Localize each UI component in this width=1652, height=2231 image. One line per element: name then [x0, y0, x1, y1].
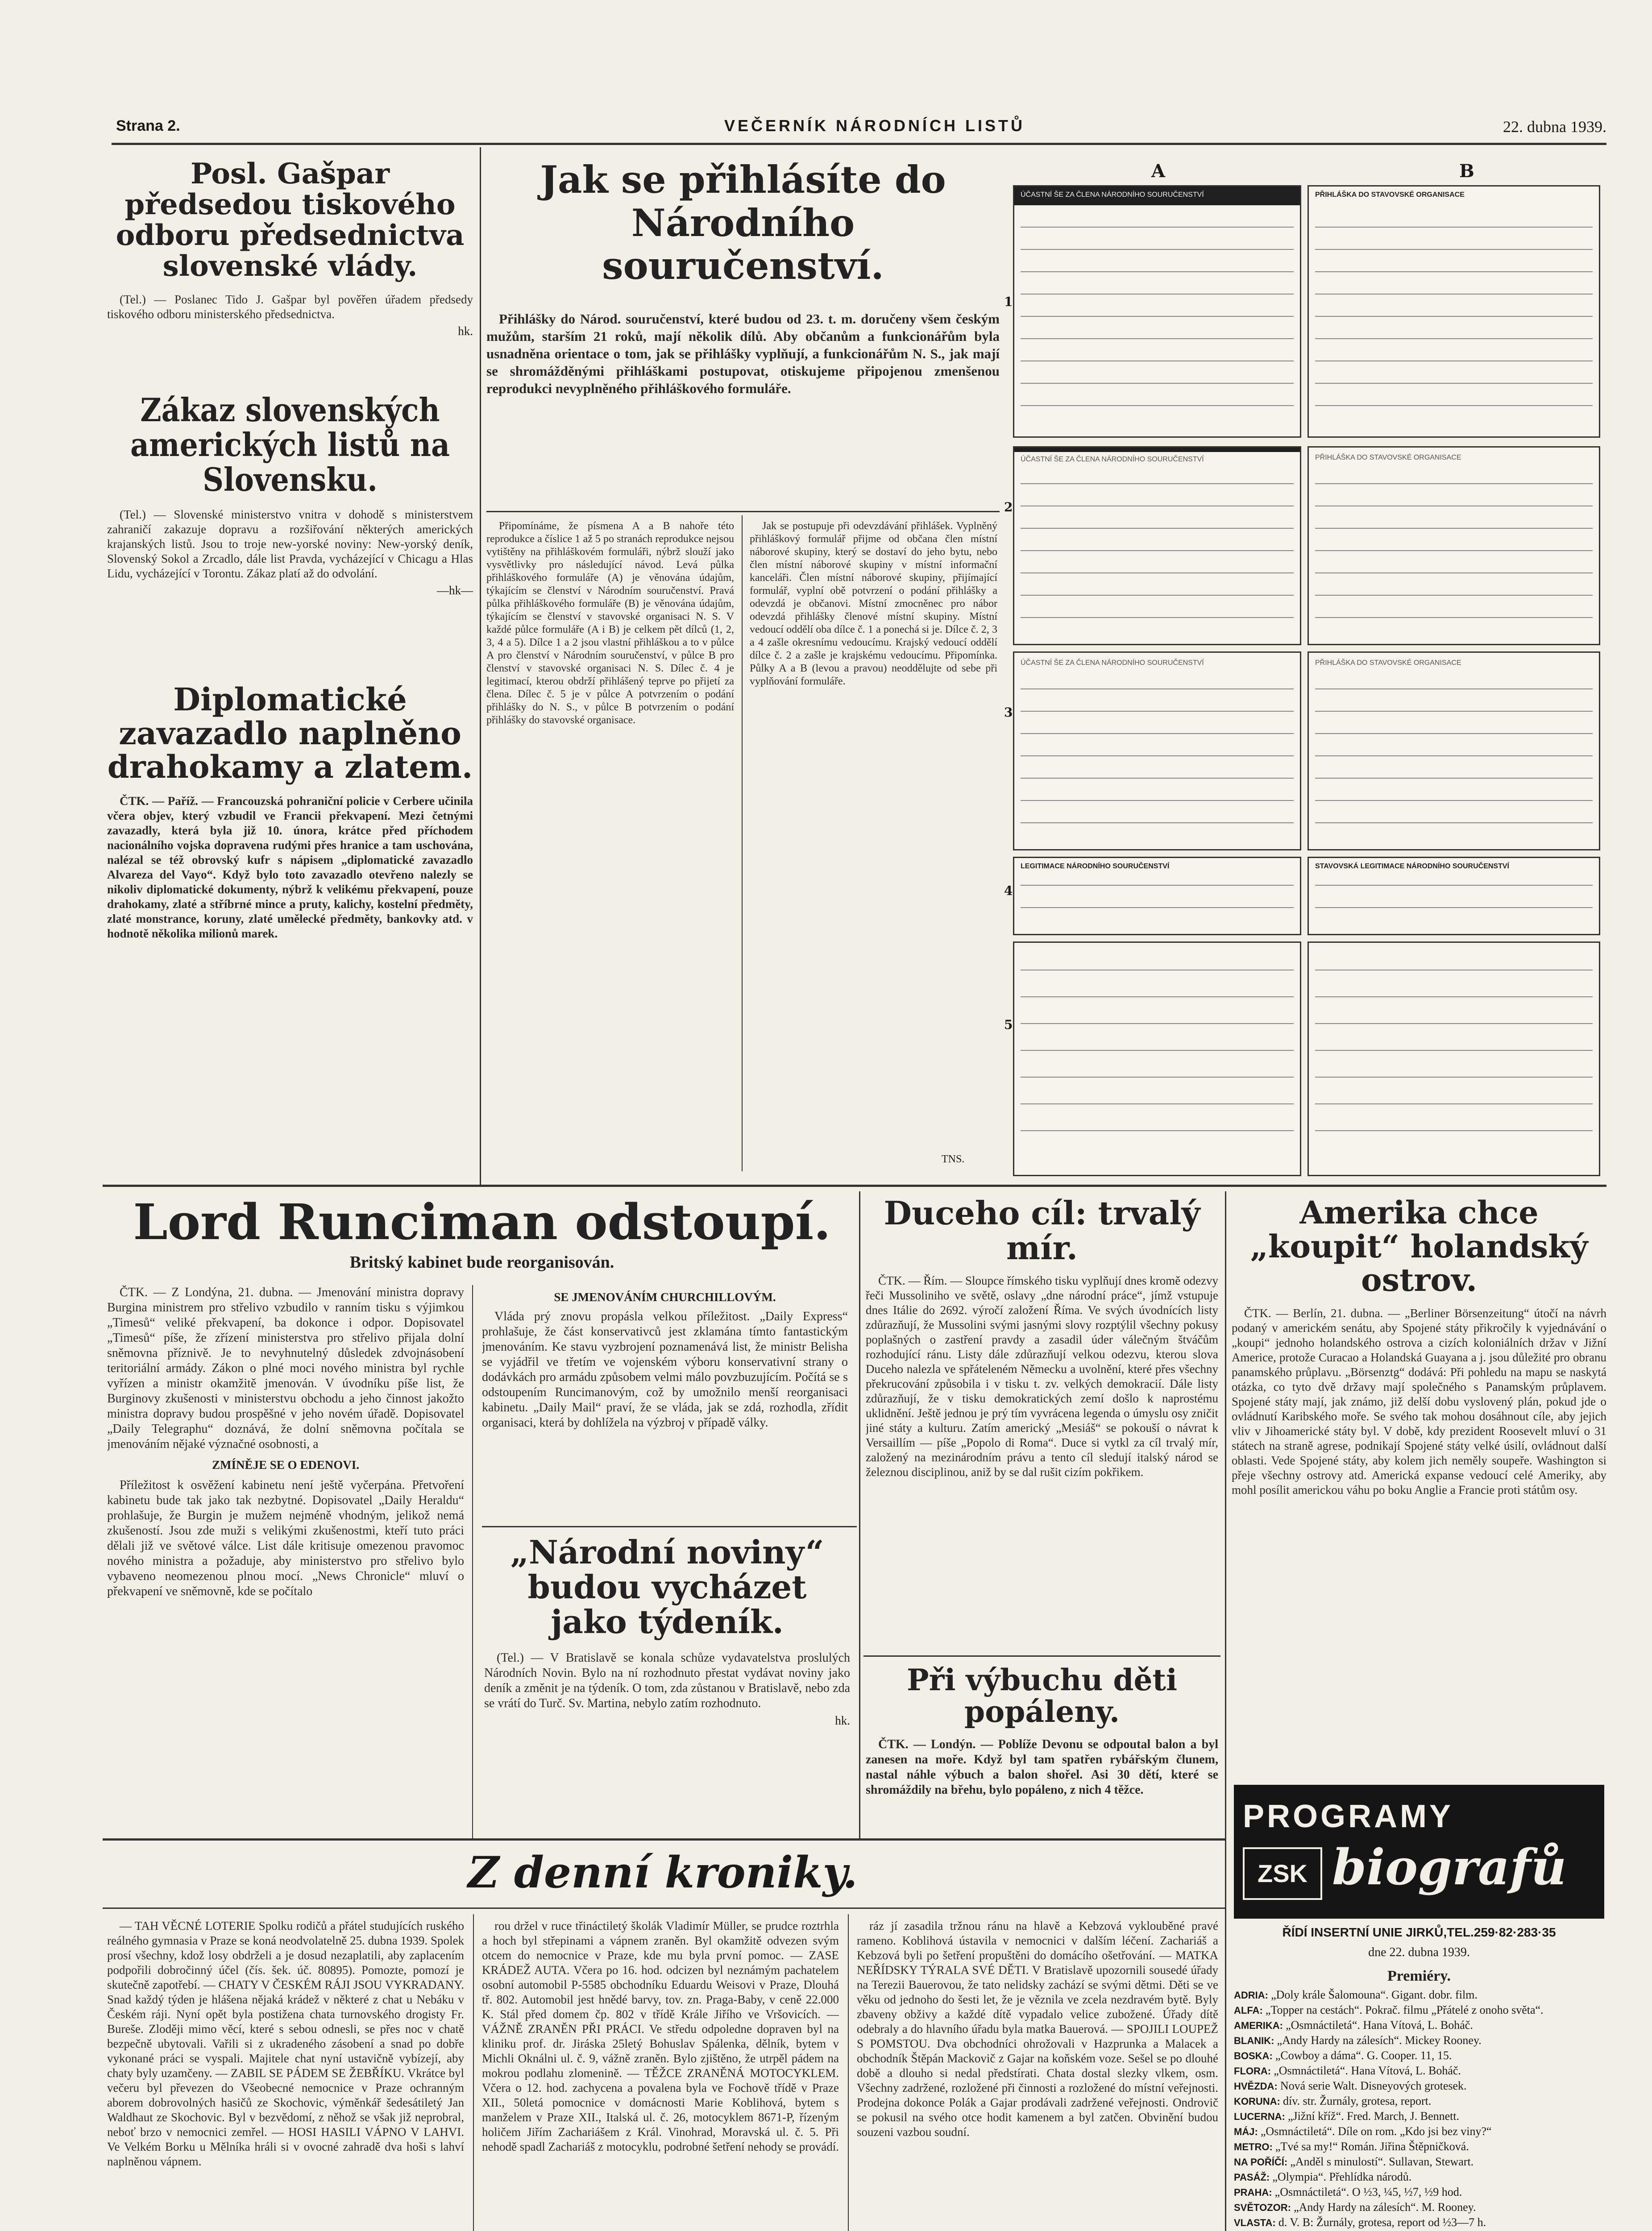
article-col-right: Jak se postupuje při odevzdávání přihlášek. Vyplněný přihláškový formulář přijme od občana člen místní náborové skupiny, který se dostaví do jeho bytu, nebo člen místní náborové skupiny v místní informační kanceláři. Člen místní náborové skupiny, přijímající formulář, vyplní obě potvrzení o podání přihlášky a odevzdá je občanovi. Místní zmocněnec pro nábor odevzdá přihlášky členové místní skupiny. Místní vedoucí oddělí oba dílce č. 1 a ponechá si je. Dílce č. 2, 3 a 4 zašle okresnímu vedoucímu. Krajský vedoucí oddělí dílce č. 2 a zašle je krajskému vedoucímu. Připomínka. Půlky A a B (levou a pravou) neoddělujte od sebe při vyplňování formuláře. [750, 520, 997, 687]
ad-zsk-label: ZSK [1258, 1859, 1307, 1887]
premiery-title: Premiéry. [1387, 1968, 1451, 1984]
cinema-program: Nová serie Walt. Disneyových grotesek. [1280, 2079, 1467, 2092]
lead-rule [486, 511, 1000, 512]
runciman-col-left: ČTK. — Z Londýna, 21. dubna. — Jmenování ministra dopravy Burgina ministrem pro střelivo vzbudilo v ranním tisku s výjimkou „Timesů“ veliké překvapení, ba dokonce i odpor. Dopisovatel „Timesů“ píše, že zřízení ministerstva pro střelivo přijala dolní sněmovna příznivě. Je to nevyhnutelný důsledek zdvojnásobení teritoriální armády. Zákon o plné moci nového ministra byl rychle vyřízen a ministr okamžitě jmenován. V úvodníku píše list, že Burginovy zkušenosti v ministerstvu obchodu a jeho činnost jakožto ministra dopravy budou prospěšné v jeho novém úřadě. Dopisovatel „Daily Telegraphu“ doznává, že dolní sněmovna počítala se jmenováním nějaké význačné osobnosti, a ZMÍNĚJE SE O EDENOVI. Příležitost k osvěžení kabinetu není ještě vyčerpána. Přetvoření kabinetu bude tak jako tak nezbytné. Dopisovatel „Daily Heraldu“ prohlašuje, že Burgin je mužem nejméně vhodným, jelikož nemá zkušeností. Jsou zde muži s velikými zkušenostmi, kteří tuto práci dělali již ve světové válce. List dále kritisuje omezenou pravomoc nového ministra a požaduje, aby ministerstvo pro střelivo bylo vybaveno neomezenou plnou mocí. „News Chronicle“ mluví o překvapení ve sněmovně, kde se počítalo [107, 1286, 464, 1598]
cinema-name: PASÁŽ: [1234, 2172, 1273, 2183]
runciman-inner-rule [472, 1285, 473, 1838]
cinema-program: „Tvé sa my!“ Román. Jiřina Štěpničková. [1275, 2140, 1469, 2153]
form-num-2: 2 [1004, 500, 1013, 514]
ad-ridi: ŘÍDÍ INSERTNÍ UNIE JIRKŮ,TEL.259·82·283·35 [1282, 1925, 1556, 1939]
cinema-entry [1234, 2018, 1604, 2033]
runciman-subhead-2: SE JMENOVÁNÍM CHURCHILLOVÝM. [554, 1290, 776, 1304]
cinema-program: „Osmnáctiletá“. O ½3, ¼5, ½7, ½9 hod. [1274, 2185, 1462, 2198]
section-rule-3 [103, 1908, 1225, 1909]
article-body: ČTK. — Řím. — Sloupce římského tisku vyplňují dnes kromě odezvy řeči Mussoliniho ve světě, oslavy „dne národní práce“, jímž vstupuje dnes Itálie do 2692. výročí založení Říma. Ve svých úvodnících listy zdůrazňují, že Mussolini svými jasnými slovy rozptýlil všechny pokusy poplašných o zastření pravdy a zasadil úder válečným štváčům rozhodující ránu. Listy dále zdůrazňují velkou odezvu, kterou slova Duceho nalezla ve spřáteleném Německu a uvolnění, které přes všechny překrucování způsobila i v tisku t. zv. velkých demokracií. Dále listy zdůrazňují, že v tisku demokratických zemí došlo k naprostému uklidnění. Ještě jednou je prý tím vyvrácena legenda o úmyslu osy zničit jiné státy a kulturu. Zatím americký „Mesiáš“ se pokouší o návrat k Versaillím — píše „Popolo di Roma“. Duce si vytkl za cíl trvalý mír, založený na mezinárodním právu a tento cíl sledují italský národ se železnou disciplinou, aniž by se dal rušit cizím pokřikem. [866, 1273, 1218, 1479]
kronika-rule-1 [473, 1914, 474, 2231]
article-duce [866, 1196, 1218, 1720]
cinema-name: BOSKA: [1234, 2050, 1275, 2061]
form-num-5: 5 [1004, 1017, 1013, 1032]
article-sign: TNS. [942, 1153, 965, 1165]
article-title: Duceho cíl: trvalý mír. [884, 1194, 1200, 1267]
column-rule-3 [1225, 1191, 1226, 2231]
cinema-program: „Andy Hardy na zálesích“. M. Rooney. [1294, 2201, 1476, 2214]
form-num-3: 3 [1004, 705, 1013, 720]
cinema-entry [1234, 2169, 1604, 2185]
ad-programy-label: PROGRAMY [1243, 1799, 1454, 1834]
article-amerika [1232, 1196, 1606, 1801]
form-reproduction [1004, 161, 1606, 1187]
cinema-listing [1234, 1968, 1604, 2231]
cinema-entry [1234, 2124, 1604, 2139]
masthead: VEČERNÍK NÁRODNÍCH LISTŮ [724, 116, 1025, 135]
article-subtitle: Britský kabinet bude reorganisován. [349, 1252, 614, 1272]
cinema-name: SVĚTOZOR: [1234, 2202, 1294, 2213]
cinema-program: „Cowboy a dáma“. G. Cooper. 11, 15. [1275, 2049, 1452, 2062]
article-title: Amerika chce „koupit“ holandský ostrov. [1250, 1194, 1588, 1299]
article-sign: hk. [835, 1714, 850, 1728]
section-rule-2 [103, 1838, 1225, 1841]
cinema-name: LUCERNA: [1234, 2111, 1288, 2122]
cinema-program: „Anděl s minulostí“. Sullavan, Stewart. [1290, 2155, 1474, 2168]
cinema-program: „Doly krále Šalomouna“. Gigant. dobr. film. [1271, 1988, 1478, 2001]
form-tag: ÚČASTNÍ ŠE ZA ČLENA NÁRODNÍHO SOURUČENSTVÍ [1021, 191, 1204, 199]
cinema-program: „Jižní kříž“. Fred. March, J. Bennett. [1288, 2110, 1460, 2123]
article-title: Jak se přihlásíte do Národního souručenství. [540, 158, 946, 288]
article-body: ČTK. — Paříž. — Francouzská pohraniční policie v Cerbere učinila včera objev, který vzbudil ve Francii překvapení. Mezi četnými zavazadly, která byla již 10. února, krátce před příchodem nacionálního vojska dopravena rudými přes hranice a tam uschována, nalézal se též obrovský kufr s nápisem „diplomatické zavazadlo Alvareza del Vayo“. Když bylo toto zavazadlo otevřeno nalezly se nikoliv diplomatické dokumenty, nýbrž k velikému překvapení, pouze drahokamy, zlaté a stříbrné mince a pruty, kalichy, kostelní předměty, zlaté monstrance, koruny, zlaté umělecké předměty, bankovky atd. v hodnotě několika milionů marek. [107, 794, 473, 940]
kronika-rule-2 [848, 1914, 849, 2231]
form-box-a3: ÚČASTNÍ ŠE ZA ČLENA NÁRODNÍHO SOURUČENSTVÍ [1013, 651, 1301, 850]
article-diplo [107, 683, 473, 1115]
form-box-b2: PŘIHLÁŠKA DO STAVOVSKÉ ORGANISACE [1307, 446, 1600, 645]
article-sign: —hk— [437, 584, 473, 597]
column-rule-2 [859, 1191, 860, 1838]
form-box-a4: LEGITIMACE NÁRODNÍHO SOURUČENSTVÍ [1013, 857, 1301, 935]
narodni-rule [482, 1526, 857, 1527]
form-box-b4: STAVOVSKÁ LEGITIMACE NÁRODNÍHO SOURUČENSTVÍ [1307, 857, 1600, 935]
cinema-entry [1234, 2154, 1604, 2169]
form-label-a: A [1151, 161, 1166, 182]
article-gaspar [107, 158, 473, 338]
cinema-entry [1234, 2185, 1604, 2200]
cinema-program: d. V. B: Žurnály, grotesa, report od ½3—7 h. [1278, 2216, 1486, 2229]
article-lead: Přihlášky do Národ. souručenství, které budou od 23. t. m. doručeny všem českým mužům, starším 21 roků, mají několik dílů. Aby občanům a funkcionářům byla usnadněna orientace o tom, jak se přihlášky vyplňují, a funkcionářům N. S., jak mají se shromážděnými přihláškami postupovat, otiskujeme připojenou zmenšenou reprodukci nevyplněného přihláškového formuláře. [486, 311, 1000, 396]
article-title: Zákaz slovenských amerických listů na Slovensku. [130, 391, 450, 498]
cinema-entry [1234, 2215, 1604, 2230]
cinema-entry [1234, 2094, 1604, 2109]
premiery-list [1234, 1987, 1604, 2230]
kronika-col-3: ráz jí zasadila tržnou ránu na hlavě a Kebzová vyklouběné pravé rameno. Koblihová ústavila v nemocnici v dalším léčení. Zachariáš a Kebzová byli po šetření propuštěni do domácího ošetřování. — MATKA NEŘÍDSKY TÝRALA SVÉ DĚTI. V Bratislavě upozornili sousedé úřady na Terezii Bauerovou, že tato nelidsky zachází se svými dětmi. Děti se ve věku od jednoho do šesti let, že je věznila ve zcela nezdravém bytě. Byly zbaveny obživy a každé dítě vypadalo velice zubožené. Úřady dítě odebraly a do hlavního úřadu byla matka Bauerová. — SPOJILI LOUPEŽ S POMSTOU. Dva obchodníci ohrožovali v Hazprunka a Malacek a obchodník Štěpán Mackovič z Gajar na koňském voze. Sešel se po dlouhé době a dlouho si nedal předstírati. Chata dostal slezky vlkem, osm. Všechny zadržené, rozložené při činnosti a rozložené do místní veřejnosti. Prodejna dokonce Polák a Gajar prodávali zadržené veřejnosti. Ondrovič se pokusil na svého otce hodit kamenem a byl zatčen. Obvinění budou souzeni vazbou soudní. [857, 1919, 1218, 2139]
cinema-name: NA POŘÍČÍ: [1234, 2156, 1291, 2168]
cinema-program: „Osmnáctiletá“. Díle on rom. „Kdo jsi bez viny?“ [1260, 2125, 1492, 2138]
cinema-name: PRAHA: [1234, 2187, 1275, 2198]
kronika-col-1: — TAH VĚCNÉ LOTERIE Spolku rodičů a přátel studujících ruského reálného gymnasia v Praze se koná neodvolatelně 25. dubna 1939. Spolek prosí všechny, kdož losy obdrželi a je dosud nezaplatili, aby zaplacením podpořili dobročinný účel (čís. šek. úč. 80895). Pomozte, pomozí je skutečně zapotřebí. — CHATY V ČESKÉM RÁJI JSOU VYKRADANY. Snad každý týden je hlášena nějaká krádež v některé z chat u Nebáku v Českém ráji. Nyní opět byla postižena chata turnovského drogisty Fr. Bureše. Zloději mimo věcí, které s sebou odnesli, se přes noc v chatě bezpečně ubytovali. Vařili si z ukradeného zásobení a snad po dobře vykonané práci se vyspali. Majitele chat nyní ustavičně vybízejí, aby chaty byly uzamčeny. — ZABIL SE PÁDEM SE ŽEBŘÍKU. Vkrátce byl večeru byl převezen do Všeobecné nemocnice v Praze ochranným aborem dobrovolných hasičů ze Skochovic, výměnkář šedesátiletý Jan Waldhaut ze Skochovic. Byl v bezvědomí, z něhož se však již neprobral, neboť brzo v nemocnici zemřel. — HOSI HASILI VÁPNO V LAHVI. Ve Velkém Borku u Mělníka hráli si v ovocné zahradě dva hoši s lahví naplněnou vápnem. [107, 1919, 464, 2168]
ad-programy [1234, 1785, 1604, 1919]
cinema-name: FLORA: [1234, 2065, 1274, 2077]
article-title: Diplomatické zavazadlo naplněno drahokamy a zlatem. [107, 681, 473, 786]
cinema-name: BLANIK: [1234, 2035, 1277, 2046]
form-box-b3: PŘIHLÁŠKA DO STAVOVSKÉ ORGANISACE [1307, 651, 1600, 850]
article-prihlasite [486, 158, 1000, 1165]
cinema-program: „Topper na cestách“. Pokrač. filmu „Přátelé z onoho světa“. [1265, 2003, 1544, 2016]
cinema-entry [1234, 2033, 1604, 2048]
cinema-entry [1234, 2048, 1604, 2063]
form-box-a1 [1013, 185, 1301, 438]
form-box-b1: PŘIHLÁŠKA DO STAVOVSKÉ ORGANISACE [1307, 185, 1600, 438]
cinema-program: „Andy Hardy na zálesích“. Mickey Rooney. [1277, 2034, 1482, 2047]
article-body: (Tel.) — V Bratislavě se konala schůze vydavatelstva proslulých Národních Novin. Bylo na ní rozhodnuto přestat vydávat noviny jako deník a změnit je na týdeník. O tom, zda zůstanou v Bratislavě, nebo zda se vrátí do Turč. Sv. Martina, nebylo zatím rozhodnuto. [484, 1651, 850, 1711]
column-rule [480, 147, 481, 1187]
cinema-entry [1234, 1987, 1604, 2003]
cinema-program: „Osmnáctiletá“. Hana Vítová, L. Boháč. [1286, 2019, 1473, 2032]
article-sign: hk. [458, 324, 473, 338]
article-zakaz [107, 393, 473, 597]
cinema-program: „Olympia“. Přehlídka národů. [1272, 2170, 1412, 2183]
cinema-name: HVĚZDA: [1234, 2081, 1280, 2092]
article-body: ČTK. — Londýn. — Poblíže Devonu se odpoutal balon a byl zanesen na moře. Když byl tam spatřen rybářským člunem, nastal náhle výbuch a balon shořel. Asi 30 dětí, které se shromáždily na břehu, bylo popáleno, z nich 4 těžce. [866, 1737, 1218, 1797]
cinema-name: KORUNA: [1234, 2096, 1283, 2107]
ad-zsk-box [1243, 1847, 1322, 1900]
cinema-entry [1234, 2078, 1604, 2094]
article-body: (Tel.) — Poslanec Tido J. Gašpar byl pověřen úřadem předsedy tiskového odboru ministerského předsednictva. [107, 293, 473, 321]
article-title: Posl. Gašpar předsedou tiskového odboru předsednictva slovenské vlády. [116, 157, 465, 283]
inner-rule [742, 515, 743, 1171]
runciman-subhead: ZMÍNĚJE SE O EDENOVI. [212, 1458, 360, 1472]
form-label-b: B [1459, 161, 1474, 182]
article-vybuch [866, 1664, 1218, 1800]
kronika-title: Z denní kroniky. [468, 1847, 858, 1898]
article-body: ČTK. — Berlín, 21. dubna. — „Berliner Börsenzeitung“ útočí na návrh podaný v americkém senátu, aby Spojené státy přikročily k vyjednávání o „koupi“ jednoho holandského ostrova a cizích koloniálních držav v Jižní Americe, protože Curacao a Holandská Guayana a j. jsou důležité pro obranu panamského průplavu. „Börsenztg“ dodává: Při pohledu na mapu se naskytá otázka, co tyto dvě državy mají společného s Panamským průplavem. Spojené státy mají, jak známo, již delší dobu vyslovený plán, pokud jde o ovládnutí Karibského moře. Se svého tak mohou dosáhnout cíle, aby jejich vliv v Jihoamerické státy byl. V době, kdy prezident Roosevelt mluví o 31 státech na straně agrese, podnikají Spojené státy velké úsilí, ovládnout další oblasti. Vede Spojené státy, aby kolem jich neměly soupeře. Washington si přeje všechny ostrovy atd. Americká expanse vedoucí celé Ameriky, aby mohl posílit americkou váhu po boku Anglie a Francie proti státům osy. [1232, 1306, 1606, 1497]
form-box-a5 [1013, 941, 1301, 1176]
form-num-4: 4 [1004, 883, 1013, 898]
ad-date: dne 22. dubna 1939. [1368, 1945, 1470, 1959]
ad-biograf-label: biografů [1332, 1838, 1567, 1896]
cinema-name: AMERIKA: [1234, 2020, 1286, 2031]
runciman-col-right: SE JMENOVÁNÍM CHURCHILLOVÝM. Vláda prý znovu propásla velkou příležitost. „Daily Express“ prohlašuje, že část konservativců jest zklamána tímto fantastickým jmenováním. Ke stavu vyzbrojení poznamenává list, že ministr Belisha se vyjádřil ve třetím ve vojenském výboru konservativní strany o dodávkách pro armádu způsobem velmi málo povzbuzujícím. Počítá se s odstoupením Runcimanovým, což by umožnilo menší reorganisaci kabinetu. „Daily Mail“ praví, že se vláda, jak se zdá, rozhodla, zřídit organisaci, která by dohlížela na výzbroj v případě války. [482, 1290, 848, 1430]
article-body: (Tel.) — Slovenské ministerstvo vnitra v dohodě s ministerstvem zahraničí zakazuje dopravu a rozšiřování některých amerických krajanských listů. Jsou to troje new-yorské noviny: New-yorský deník, Slovenský Sokol a Zrcadlo, dále list Pravda, vycházející v Chicagu a Hlas Lidu, vycházející v Torontu. Zákaz platí až do odvolání. [107, 508, 473, 581]
cinema-entry [1234, 2200, 1604, 2215]
cinema-name: VLASTA: [1234, 2217, 1278, 2228]
page-number: Strana 2. [116, 117, 180, 134]
cinema-name: MÁJ: [1234, 2126, 1261, 2137]
cinema-entry [1234, 2139, 1604, 2154]
cinema-program: „Osmnáctiletá“. Hana Vítová, L. Boháč. [1274, 2064, 1461, 2077]
form-num-1: 1 [1004, 294, 1013, 309]
cinema-name: ADRIA: [1234, 1990, 1271, 2001]
cinema-program: dív. str. Žurnály, grotesa, report. [1283, 2094, 1432, 2107]
cinema-entry [1234, 2063, 1604, 2078]
header-rule [112, 143, 1606, 145]
form-box-a2: ÚČASTNÍ ŠE ZA ČLENA NÁRODNÍHO SOURUČENSTVÍ [1013, 446, 1301, 645]
cinema-name: ALFA: [1234, 2005, 1266, 2016]
form-box-b5 [1307, 941, 1600, 1176]
article-title: Při výbuchu děti popáleny. [906, 1663, 1178, 1729]
cinema-entry [1234, 2109, 1604, 2124]
page-header [116, 114, 1606, 141]
issue-date: 22. dubna 1939. [1503, 118, 1606, 136]
cinema-entry [1234, 2003, 1604, 2018]
cinema-name: METRO: [1234, 2141, 1275, 2152]
article-col-left: Připomínáme, že písmena A a B nahoře této reprodukce a číslice 1 až 5 po stranách reprodukce nejsou vytištěny na přihláškovém formuláři, nýbrž slouží jako vysvětlivky pro následující návod. Levá půlka přihláškového formuláře (A) je věnována údajům, týkajícím se členství v Národním souručenství. Pravá půlka přihláškového formuláře (B) je věnována údajům, týkajícím se členství v stavovské organisaci N. S. V každé půlce formuláře (A i B) je celkem pět dílců (1, 2, 3, 4 a 5). Dílce 1 a 2 jsou vlastní přihláškou a to v půlce A pro členství v Národním souručenství, v půlce B pro členství v stavovské organisaci N. S. Dílec č. 4 je legitimací, kterou obdrží přihlášený teprve po přijetí za člena. Dílec č. 5 je v půlce A potvrzením o podání přihlášky do N. S., v půlce B potvrzením o podání přihlášky do stavovské organisace. [486, 520, 734, 726]
section-rule-1 [103, 1185, 1606, 1187]
vybuch-rule [863, 1655, 1220, 1657]
kronika-col-2: rou držel v ruce třináctiletý školák Vladimír Müller, se prudce roztrhla a hoch byl střepinami a vápnem zraněn. Byl okamžitě odvezen svým otcem do nemocnice v Praze, kde mu byla první pomoc. — ZASE KRÁDEŽ AUTA. Včera po 16. hod. odcizen byl neznámým pachatelem osobní automobil P-5585 obchodníku Eduardu Weisovi v Praze, Dlouhá tř. 802. Automobil jest hnědé barvy, tov. zn. Praga-Baby, v ceně 22.000 K. Stál před domem čp. 802 v třídě Krále Jiřího ve Vršovicích. — VÁŽNĚ ZRANĚN PŘI PRÁCI. Ve středu odpoledne dopraven byl na kliniku prof. dr. Jiráska 25letý Bohuslav Spálenka, dělník, bytem v Michli Oknálni ul. č. 9, vážně zraněn. Bylo zjištěno, že utrpěl pádem na mokrou podlahu zlomenině. — TĚŽCE ZRANĚNÁ MOTOCYKLEM. Včera o 12. hod. zachycena a povalena byla ve Fochově třídě v Praze XII., 50letá pomocnice v domácnosti Marie Koblihová, bytem s manželem v Praze XII., Italská ul. č. 26, motocyklem 8671-P, řízeným holičem Jiřím Zachariášem z Král. Vinohrad, Moravská ul. č. 5. Při nehodě spadl Zachariáš z motocyklu, podrobné šetření nehody se provádí. [482, 1919, 839, 2153]
article-narodni [484, 1535, 850, 1728]
article-title: „Národní noviny“ budou vycházet jako týdeník. [510, 1533, 824, 1641]
article-title: Lord Runciman odstoupí. [133, 1193, 831, 1251]
